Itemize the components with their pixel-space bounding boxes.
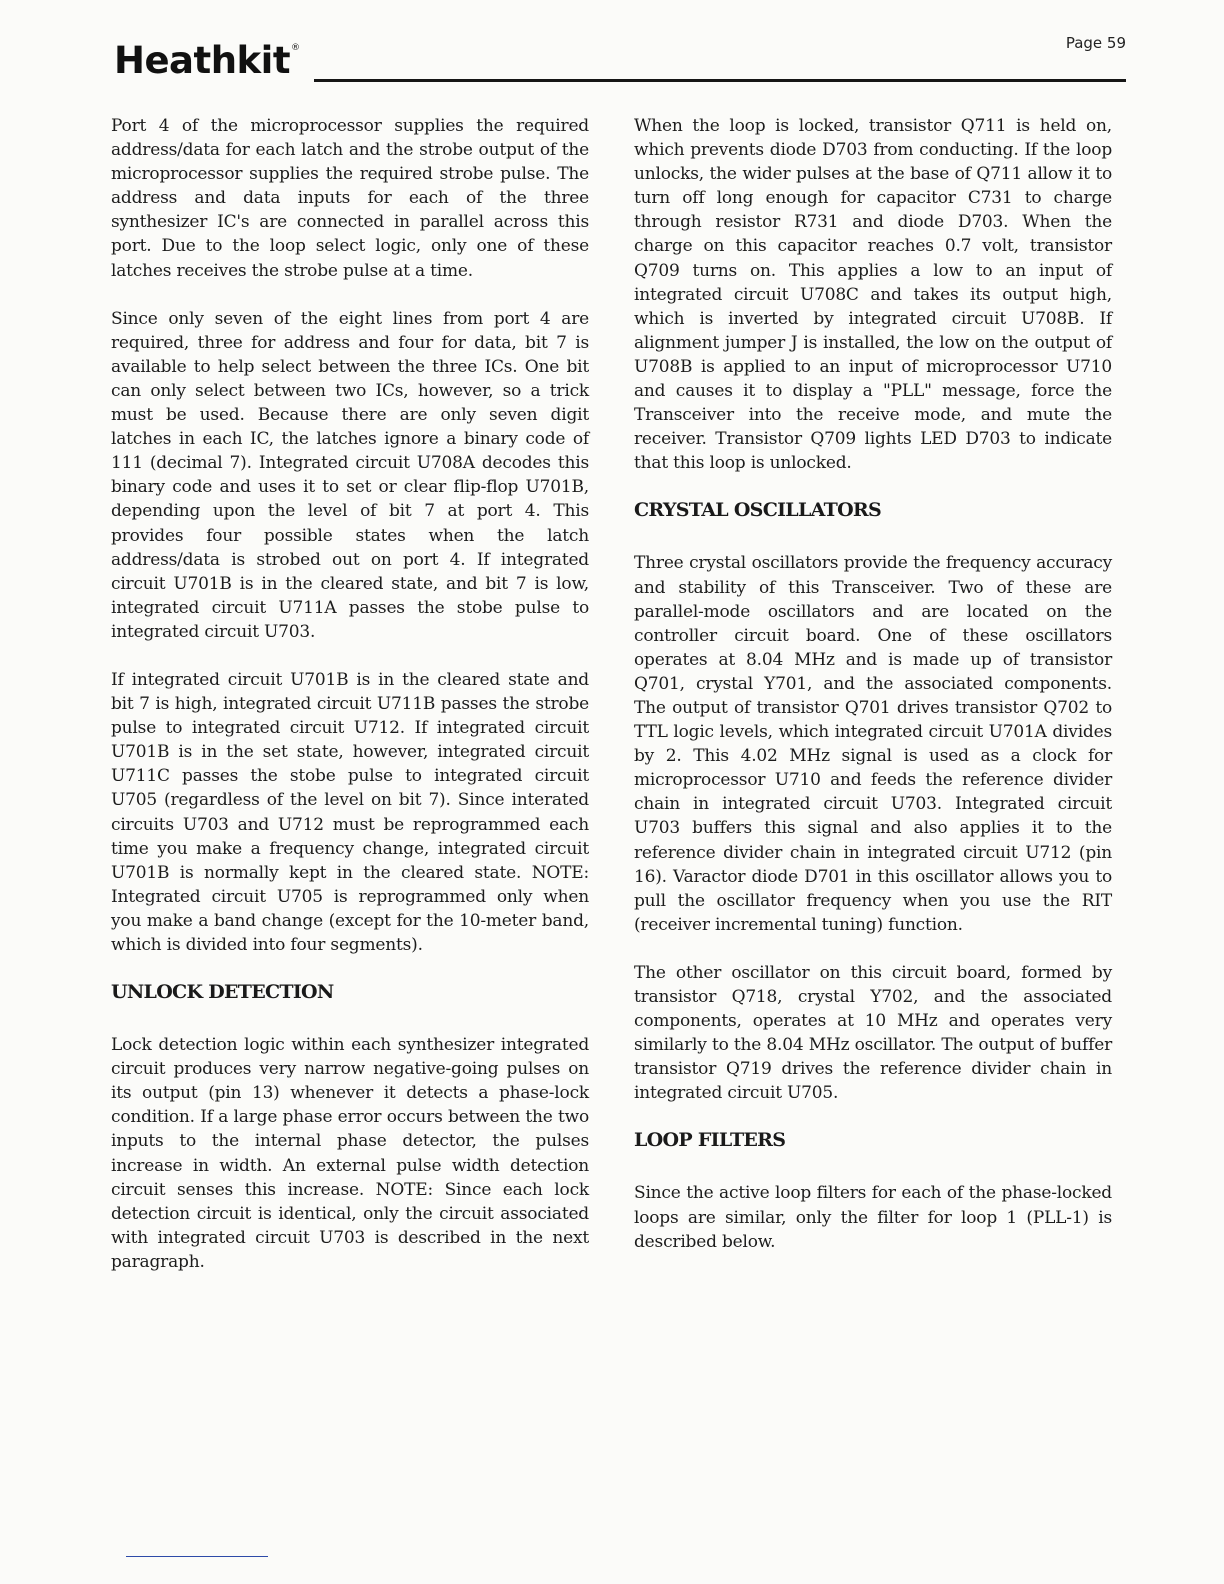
paragraph-loop-filters: Since the active loop filters for each of the phase-locked loops are similar, only the filter for loop 1 (PLL-1) is described below. — [634, 1183, 1112, 1252]
heading-unlock-detection: UNLOCK DETECTION — [111, 981, 334, 1004]
brand-logo — [114, 39, 300, 82]
paragraph-other-oscillator: The other oscillator on this circuit board, formed by transistor Q718, crystal Y702, and the associated components, operates at 10 MHz and operates very similarly to the 8.04 MHz oscillator. The output of buffer transistor Q719 drives the reference divider chain in integrated circuit U705. — [634, 962, 1112, 1104]
heading-crystal-oscillators: CRYSTAL OSCILLATORS — [634, 499, 882, 522]
brand-name: Heathkit — [114, 39, 291, 82]
paragraph-lock-detection: Lock detection logic within each synthesizer integrated circuit produces very narrow negative-going pulses on its output (pin 13) whenever it detects a phase-lock condition. If a large phase error occurs between the two inputs to the internal phase detector, the pulses increase in width. An external pulse width detection circuit senses this increase. NOTE: Since each lock detection circuit is identical, only the circuit associated with integrated circuit U703 is described in the next paragraph. — [111, 1035, 589, 1272]
page-header — [114, 34, 1126, 84]
paragraph-loop-locked: When the loop is locked, transistor Q711 is held on, which prevents diode D703 from conducting. If the loop unlocks, the wider pulses at the base of Q711 allow it to turn off long enough for capacitor C731 to charge through resistor R731 and diode D703. When the charge on this capacitor reaches 0.7 volt, transistor Q709 turns on. This applies a low to an input of integrated circuit U708C and takes its output high, which is inverted by integrated circuit U708B. If alignment jumper J is installed, the low on the output of U708B is applied to an input of microprocessor U710 and causes it to display a "PLL" message, force the Transceiver into the receive mode, and mute the receiver. Transistor Q709 lights LED D703 to indicate that this loop is unlocked. — [634, 116, 1112, 474]
page-number: Page 59 — [1065, 34, 1126, 52]
left-column — [111, 114, 589, 1298]
paragraph-port4: Port 4 of the microprocessor supplies the required address/data for each latch and the strobe output of the microprocessor supplies the required strobe pulse. The address and data inputs for each of the three synthesizer IC's are connected in parallel across this port. Due to the loop select logic, only one of these latches receives the strobe pulse at a time. — [111, 116, 589, 281]
heading-loop-filters: LOOP FILTERS — [634, 1129, 786, 1152]
footer-line — [126, 1556, 268, 1557]
registered-mark: ® — [291, 43, 300, 53]
header-rule — [314, 79, 1126, 82]
paragraph-three-oscillators: Three crystal oscillators provide the frequency accuracy and stability of this Transceiver. Two of these are parallel-mode oscillators and are located on the controller circuit board. One of these oscillators operates at 8.04 MHz and is made up of transistor Q701, crystal Y701, and the associated components. The output of transistor Q701 drives transistor Q702 to TTL logic levels, which integrated circuit U701A divides by 2. This 4.02 MHz signal is used as a clock for microprocessor U710 and feeds the reference divider chain in integrated circuit U703. Integrated circuit U703 buffers this signal and also applies it to the reference divider chain in integrated circuit U712 (pin 16). Varactor diode D701 in this oscillator allows you to pull the oscillator frequency when you use the RIT (receiver incremental tuning) function. — [634, 553, 1112, 935]
paragraph-bit7: Since only seven of the eight lines from port 4 are required, three for address and four for data, bit 7 is available to help select between the three ICs. One bit can only select between two ICs, however, so a trick must be used. Because there are only seven digit latches in each IC, the latches ignore a binary code of 111 (decimal 7). Integrated circuit U708A decodes this binary code and uses it to set or clear flip-flop U701B, depending upon the level of bit 7 at port 4. This provides four possible states when the latch address/data is strobed out on port 4. If integrated circuit U701B is in the cleared state, and bit 7 is low, integrated circuit U711A passes the stobe pulse to integrated circuit U703. — [111, 308, 589, 642]
right-column — [634, 114, 1112, 1278]
paragraph-cleared-state: If integrated circuit U701B is in the cleared state and bit 7 is high, integrated circuit U711B passes the strobe pulse to integrated circuit U712. If integrated circuit U701B is in the set state, however, integrated circuit U711C passes the stobe pulse to integrated circuit U705 (regardless of the level on bit 7). Since interated circuits U703 and U712 must be reprogrammed each time you make a frequency change, integrated circuit U701B is normally kept in the cleared state. NOTE: Integrated circuit U705 is reprogrammed only when you make a band change (except for the 10-meter band, which is divided into four segments). — [111, 669, 589, 955]
